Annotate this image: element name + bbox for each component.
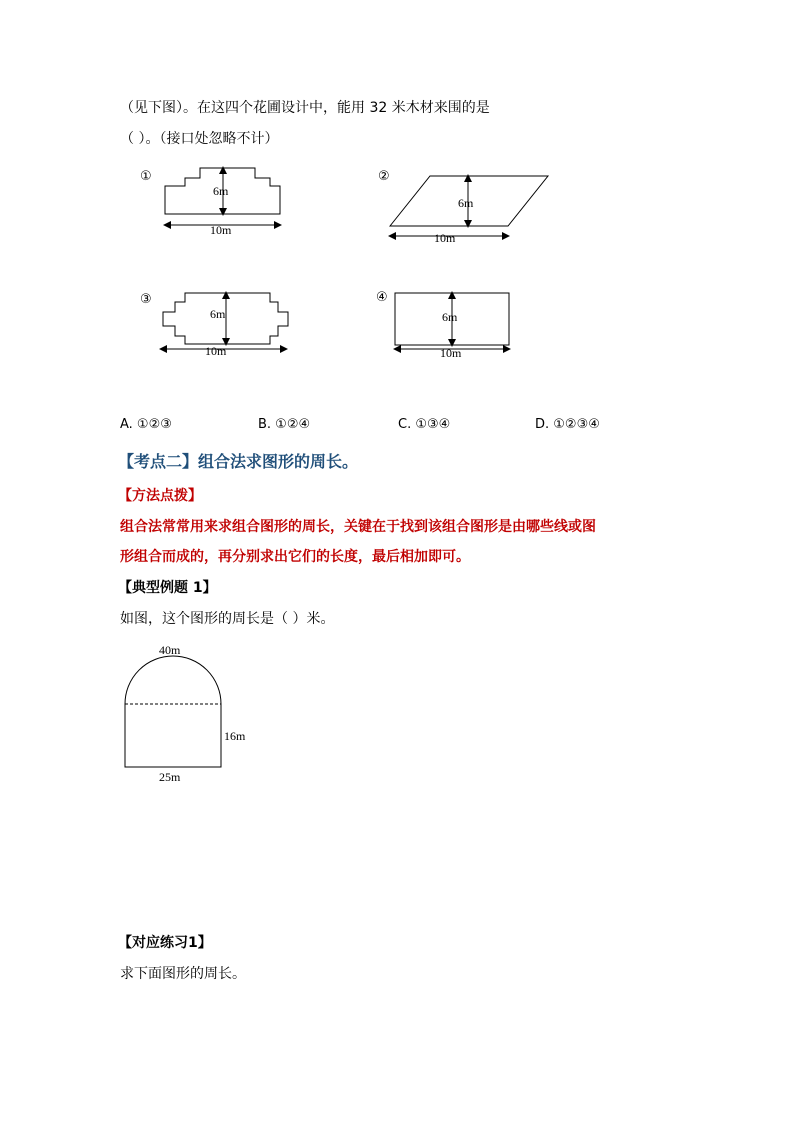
practice-label: 【对应练习1】 bbox=[118, 935, 212, 951]
figure-2 bbox=[370, 160, 560, 250]
figure-4-number: ④ bbox=[376, 290, 388, 305]
figure-1-width-label: 10m bbox=[210, 223, 232, 237]
figure-4 bbox=[372, 285, 532, 370]
question-line-2: （ ）。（接口处忽略不计） bbox=[120, 131, 279, 147]
option-a: A. ①②③ bbox=[120, 417, 172, 432]
figure-4-height-label: 6m bbox=[442, 310, 458, 324]
option-c: C. ①③④ bbox=[398, 417, 451, 432]
figure-4-width-label: 10m bbox=[440, 346, 462, 360]
example-label: 【典型例题 1】 bbox=[118, 580, 217, 596]
figure-3-height-label: 6m bbox=[210, 307, 226, 321]
figure-3-number: ③ bbox=[140, 292, 152, 307]
example-rect bbox=[125, 704, 221, 767]
figure-1-number: ① bbox=[140, 169, 152, 184]
example-text: 如图，这个图形的周长是（ ）米。 bbox=[120, 611, 335, 627]
example-top-label: 40m bbox=[159, 643, 181, 657]
method-label: 【方法点拨】 bbox=[118, 488, 202, 504]
practice-text: 求下面图形的周长。 bbox=[120, 966, 246, 982]
method-line-1: 组合法常常用来求组合图形的周长，关键在于找到该组合图形是由哪些线或图 bbox=[120, 519, 596, 535]
figure-1-height-label: 6m bbox=[213, 184, 229, 198]
figure-2-height-label: 6m bbox=[458, 196, 474, 210]
example-figure bbox=[118, 640, 268, 790]
figure-2-width-label: 10m bbox=[434, 231, 456, 245]
example-arc bbox=[125, 656, 221, 704]
example-side-label: 16m bbox=[224, 729, 246, 743]
figure-1 bbox=[130, 160, 300, 240]
option-d: D. ①②③④ bbox=[535, 417, 600, 432]
question-line-1: （见下图）。在这四个花圃设计中，能用 32 米木材来围的是 bbox=[120, 100, 490, 116]
example-bottom-label: 25m bbox=[159, 770, 181, 784]
method-line-2: 形组合而成的，再分别求出它们的长度，最后相加即可。 bbox=[120, 549, 470, 565]
section-title: 【考点二】组合法求图形的周长。 bbox=[118, 452, 359, 471]
figure-3-width-label: 10m bbox=[205, 344, 227, 358]
figure-3 bbox=[130, 285, 300, 370]
option-b: B. ①②④ bbox=[258, 417, 311, 432]
figure-2-number: ② bbox=[378, 169, 390, 184]
